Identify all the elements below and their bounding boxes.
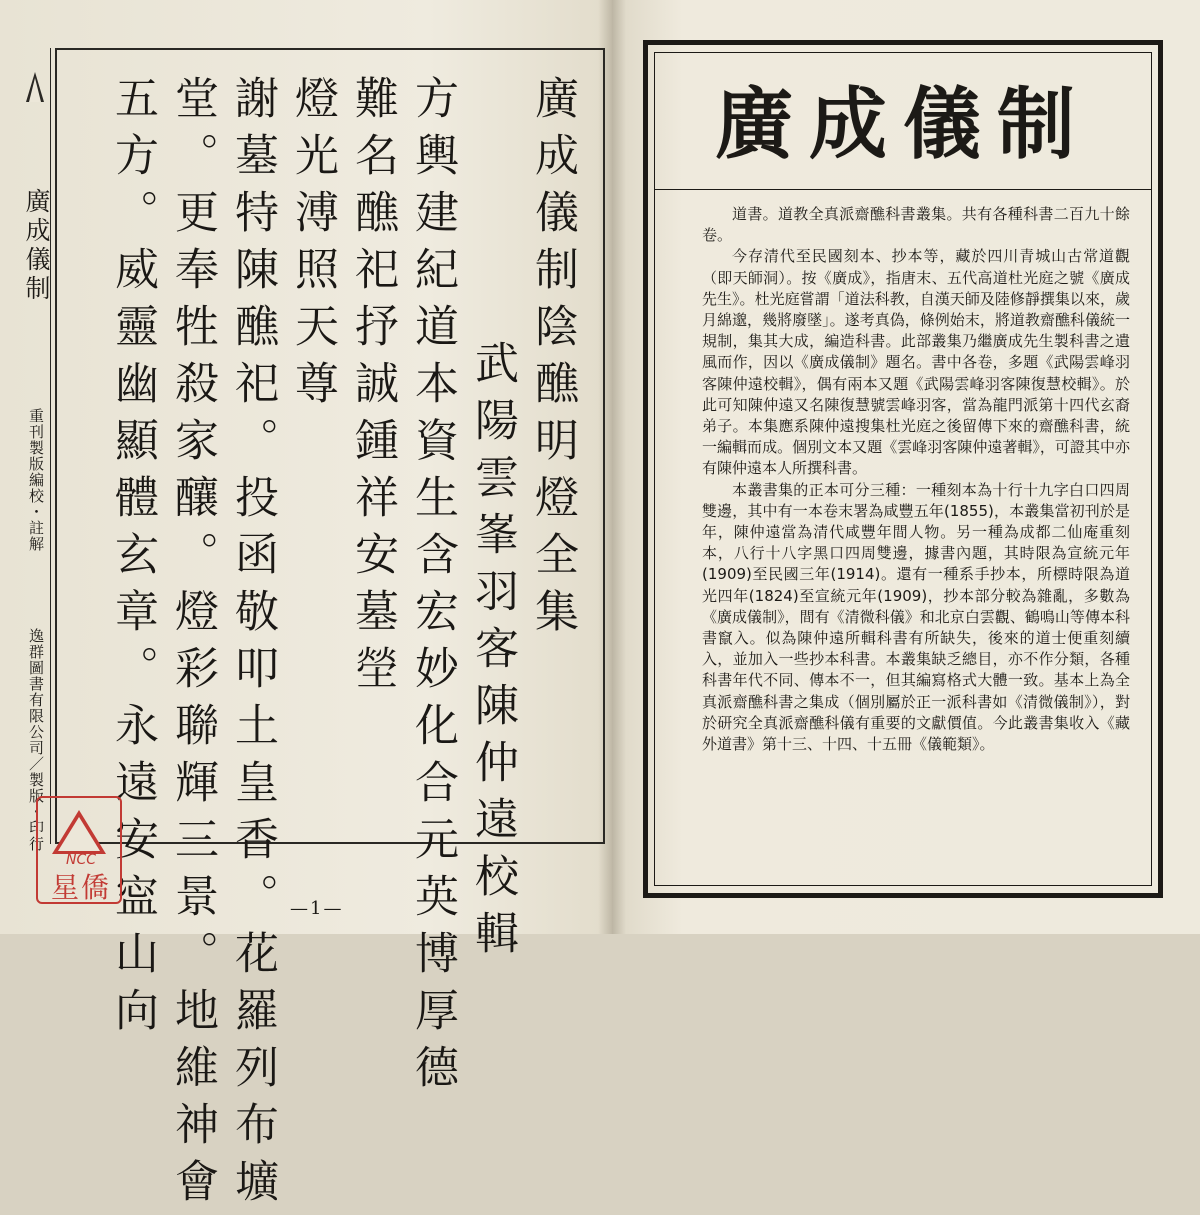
- page-title: 廣成儀制: [714, 79, 1091, 170]
- intro-paragraph-3: 本叢書集的正本可分三種：一種刻本為十行十九字白口四周雙邊，其中有一本卷末署為咸豐五年(1855)，本叢集當初刊於是年，陳仲遠當為清代咸豐年間人物。另一種為成都二仙庵重刻本，八行十八字黑口四周雙邊，據書內題，其時限為宣統元年(1909)至民國三年(1914)。還有一種系手抄本，所標時限為道光四年(1824)至宣統元年(1909)，抄本部分較為雜亂，多數為《廣成儀制》，間有《清微科儀》和北京白雲觀、鶴鳴山等傳本科書竄入。似為陳仲遠所輯科書有所缺失，後來的道士便重刻續入，並加入一些抄本科書。本叢集缺乏總目，亦不作分類，各種科書年代不同、傳本不一，但其編寫格式大體一致。基本上為全真派齋醮科書之集成（個別屬於正一派科書如《清微儀制》），對於研究全真派齋醮科儀有重要的文獻價值。今此叢書集收入《藏外道書》第十三、十四、十五冊《儀範類》。: [702, 480, 1130, 754]
- side-title: 廣成儀制: [22, 188, 51, 304]
- scripture-column-3: 方輿建紀道本資生含宏妙化合元英博厚德: [407, 75, 458, 1101]
- triangle-logo-icon: [52, 810, 106, 854]
- scripture-column-1: 廣成儀制陰醮明燈全集: [527, 75, 578, 645]
- scripture-column-7: 堂。更奉牲殺家釀。燈彩聯輝三景。地維神會: [167, 75, 218, 1215]
- side-publisher: 逸群圖書有限公司／製版・印行: [27, 628, 45, 852]
- stamp-ncc: NCC: [65, 852, 97, 868]
- scripture-column-6: 謝墓特陳醮祀。投函敬叩土皇香。花羅列布壙: [227, 75, 278, 1215]
- scripture-column-5: 燈光溥照天尊: [287, 75, 338, 417]
- side-subtitle: 重刊製版編校・註解: [27, 408, 45, 552]
- side-strip: [22, 48, 51, 852]
- page-number: —1—: [290, 898, 344, 919]
- scripture-column-4: 難名醮祀抒誠鍾祥安墓塋: [347, 75, 398, 702]
- intro-paragraph-1: 道書。道教全真派齋醮科書叢集。共有各種科書二百九十餘卷。: [702, 205, 1130, 245]
- intro-body: [702, 204, 1130, 755]
- intro-paragraph-2: 今存清代至民國刻本、抄本等，藏於四川青城山古常道觀（即天師洞）。按《廣成》，指唐末、五代高道杜光庭之號《廣成先生》。杜光庭嘗謂「道法科教，自漢天師及陸修靜撰集以來，歲月綿邈，幾將廢墜」。遂考真偽，條例始末，將道教齋醮科儀統一規制，集其大成，編造科書。此部叢集乃繼廣成先生製科書之遺風而作，因以《廣成儀制》題名。書中各卷，多題《武陽雲峰羽客陳仲遠校輯》，偶有兩本又題《武陽雲峰羽客陳復慧校輯》。於此可知陳仲遠又名陳復慧號雲峰羽客，當為龍門派第十四代玄裔弟子。本集應系陳仲遠搜集杜光庭之後留傳下來的齋醮科書，統一編輯而成。個別文本又題《雲峰羽客陳仲遠著輯》，可證其中亦有陳仲遠本人所撰科書。: [702, 247, 1130, 478]
- watermark-stamp: [36, 796, 122, 904]
- scripture-column-2: 武陽雲峯羽客陳仲遠校輯: [467, 340, 518, 967]
- scripture-column-8: 五方。威靈幽顯體玄章。永遠安寍山向: [107, 75, 158, 1044]
- stamp-name: 星僑: [50, 871, 111, 904]
- chevron-up-icon: [26, 72, 44, 102]
